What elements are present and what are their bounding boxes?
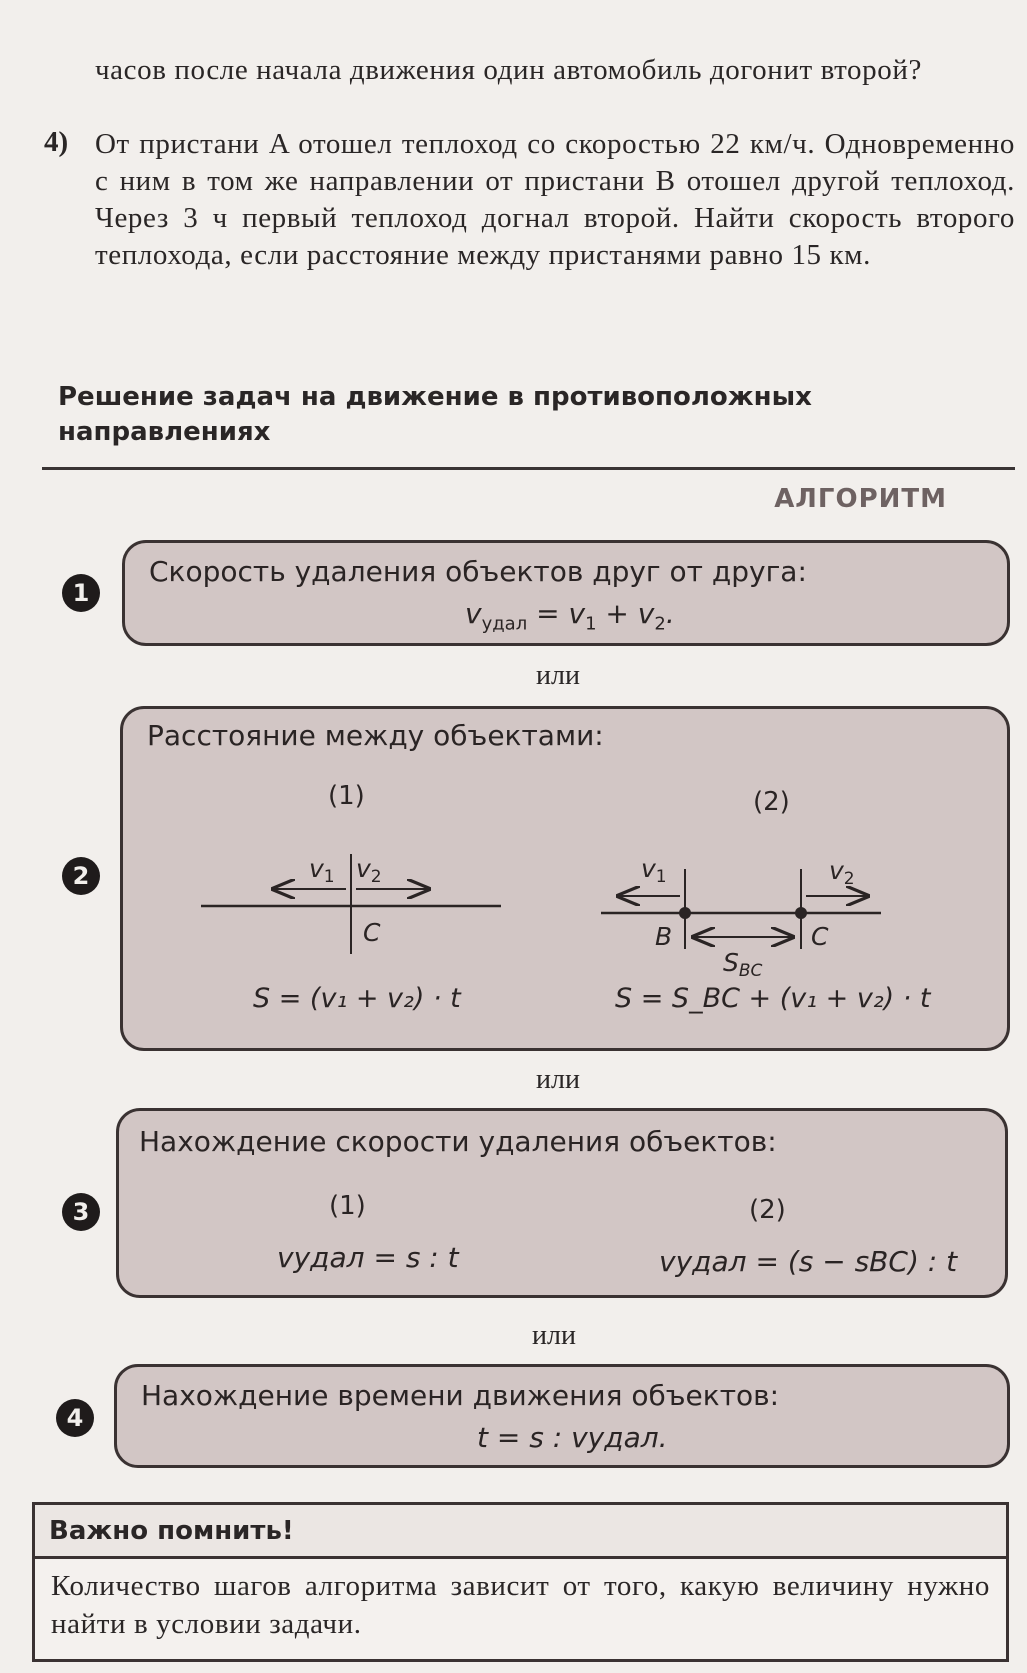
case1-v2-label: $v_2$: [356, 854, 382, 887]
step-1-formula: $v_{удал} = v_1 + v_2$.: [465, 597, 675, 635]
section-divider: [42, 467, 1015, 470]
case2-dist-label: $S_{BC}$: [723, 948, 763, 981]
step-4-number-icon: 4: [56, 1399, 94, 1437]
step-3-title: Нахождение скорости удаления объектов:: [139, 1125, 777, 1158]
step-4-box: [114, 1364, 1010, 1468]
step-1-title: Скорость удаления объектов друг от друга:: [149, 555, 807, 588]
step-3-case2-label: (2): [749, 1195, 786, 1225]
problem-4-text: От пристани A отошел теплоход со скоростью 22 км/ч. Одновременно с ним в том же направлении от пристани B отошел другой теплоход. Через 3 ч первый теплоход догнал второй. Найти скорость второго теплохода, если расстояние между пристанями равно 15 км.: [95, 128, 1015, 271]
important-note: [32, 1502, 1009, 1662]
case2-formula: S = S_BC + (v₁ + v₂) · t: [615, 983, 931, 1014]
case1-v1-label: $v_1$: [309, 854, 335, 887]
algorithm-label: АЛГОРИТМ: [774, 484, 947, 514]
step-2-case1-label: (1): [328, 781, 365, 811]
step-3-box: [116, 1108, 1008, 1298]
step-2-case2-label: (2): [753, 787, 790, 817]
step-2-number-icon: 2: [62, 857, 100, 895]
case2-point-b-label: B: [655, 922, 673, 951]
case2-v2-label: $v_2$: [829, 856, 855, 889]
or-label: или: [536, 1064, 580, 1095]
important-heading: Важно помнить!: [35, 1505, 1006, 1559]
or-label: или: [536, 660, 580, 691]
section-title: Решение задач на движение в противоположных направлениях: [58, 382, 812, 447]
step-4-title: Нахождение времени движения объектов:: [141, 1379, 780, 1412]
or-label: или: [532, 1320, 576, 1351]
case1-formula: S = (v₁ + v₂) · t: [253, 983, 461, 1014]
case2-v1-label: $v_1$: [641, 854, 667, 887]
problem-number: 4): [44, 126, 69, 158]
step-2-title: Расстояние между объектами:: [147, 719, 604, 752]
step-3-case1-formula: vудал = s : t: [277, 1241, 459, 1274]
case2-point-c-label: C: [811, 922, 829, 951]
step-2-diagrams: [123, 709, 1007, 1048]
case1-point-c-label: C: [363, 918, 381, 947]
step-3-case2-formula: vудал = (s − sBC) : t: [659, 1245, 958, 1278]
step-4-formula: t = s : vудал.: [477, 1421, 668, 1454]
step-1-box: [122, 540, 1010, 646]
problem-continuation: часов после начала движения один автомобиль догонит второй?: [95, 54, 922, 86]
step-3-case1-label: (1): [329, 1191, 366, 1221]
important-text: Количество шагов алгоритма зависит от того, какую величину нужно найти в условии задачи.: [51, 1570, 990, 1640]
step-1-number-icon: 1: [62, 574, 100, 612]
step-3-number-icon: 3: [62, 1193, 100, 1231]
step-2-box: [120, 706, 1010, 1051]
